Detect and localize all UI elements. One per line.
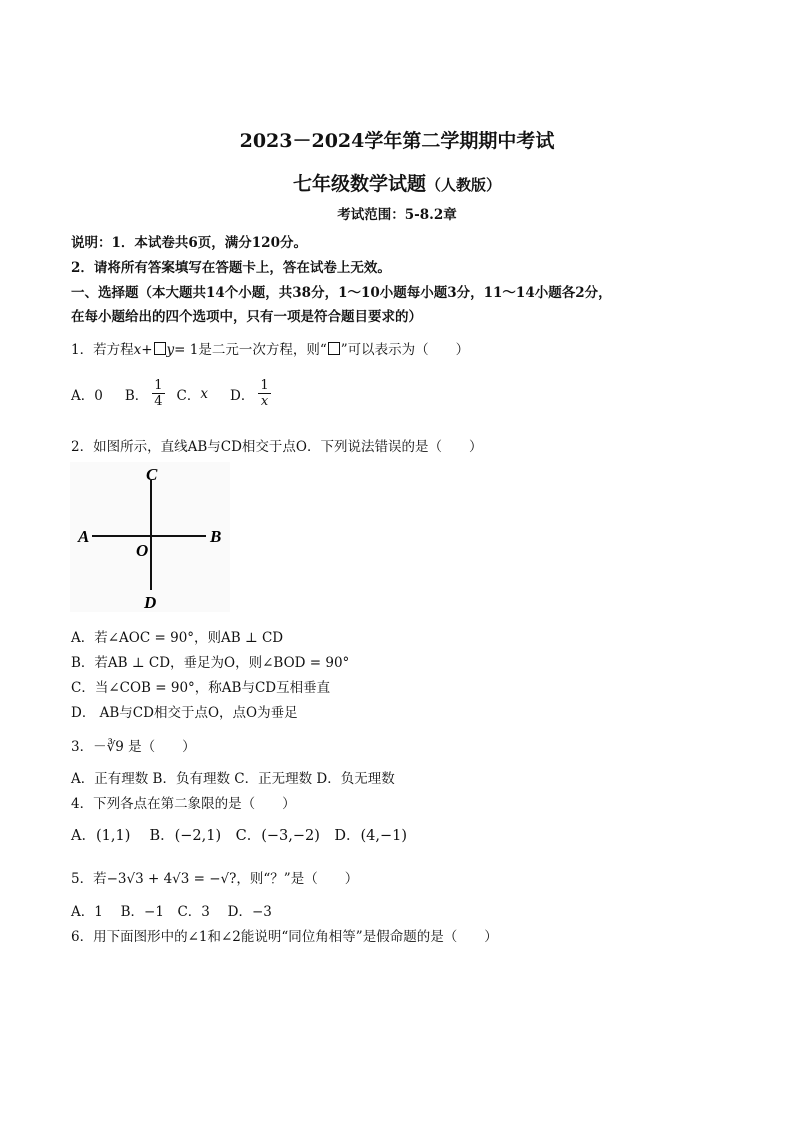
q1-option-d-label: D．: [230, 387, 255, 404]
note-2: 2．请将所有答案填写在答题卡上，答在试卷上无效。: [71, 260, 391, 276]
figure-svg: [70, 462, 230, 612]
exam-title: 2023－2024学年第二学期期中考试: [239, 130, 555, 152]
question-2-stem: 2．如图所示，直线AB与CD相交于点O．下列说法错误的是（ ）: [71, 439, 483, 455]
question-4-stem: 4．下列各点在第二象限的是（ ）: [71, 796, 296, 812]
label-o: O: [136, 541, 149, 560]
question-4-options: A．(1,1) B．(−2,1) C．(−3,−2) D．(4,−1): [71, 828, 408, 844]
blank-box-icon: [154, 342, 166, 355]
q1-option-c-var: x: [200, 385, 209, 402]
label-d: D: [144, 593, 157, 612]
question-1-stem: [71, 338, 469, 358]
q1-suffix2: ”可以表示为（ ）: [340, 342, 470, 358]
blank-box-icon: [328, 342, 340, 355]
q1-suffix: 是二元一次方程，则“: [198, 342, 327, 358]
subtitle-edition: （人教版）: [426, 176, 502, 194]
q1-d-denominator: x: [260, 394, 269, 409]
section-1-line2: 在每小题给出的四个选项中，只有一项是符合题目要求的）: [71, 309, 422, 325]
label-b: B: [210, 527, 222, 546]
q1-eq-right: = 1: [174, 342, 199, 358]
q2-option-d: D． AB与CD相交于点O，点O为垂足: [71, 705, 298, 721]
q1-b-numerator: 1: [154, 378, 163, 393]
intersecting-lines-figure: [70, 462, 230, 616]
question-5-stem: 5．若−3√3 + 4√3 = −√?，则“？”是（ ）: [71, 871, 359, 887]
question-6-stem: 6．用下面图形中的∠1和∠2能说明“同位角相等”是假命题的是（ ）: [71, 929, 498, 945]
q1-option-b-fraction: [152, 378, 164, 409]
q2-option-a: A．若∠AOC = 90°，则AB ⊥ CD: [71, 630, 284, 646]
q2-option-c: C．当∠COB = 90°，称AB与CD互相垂直: [71, 680, 331, 696]
exam-subtitle: [0, 169, 794, 196]
q1-var-y: y: [166, 342, 175, 358]
q1-plus: +: [141, 342, 153, 358]
q2-option-b: B．若AB ⊥ CD，垂足为O，则∠BOD = 90°: [71, 655, 350, 671]
q1-option-d-fraction: [258, 378, 270, 409]
exam-range: 考试范围：5-8.2章: [337, 207, 457, 223]
question-3-options: A．正有理数 B．负有理数 C．正无理数 D．负无理数: [71, 771, 395, 787]
q1-var-x: x: [133, 342, 142, 358]
subtitle-text: 七年级数学试题: [292, 173, 426, 195]
label-c: C: [146, 465, 158, 484]
q1-b-denominator: 4: [154, 394, 163, 409]
label-a: A: [78, 527, 90, 546]
q1-prefix: 1．若方程: [71, 342, 134, 358]
note-1: 说明：1．本试卷共6页，满分120分。: [71, 235, 307, 251]
q1-d-numerator: 1: [260, 378, 269, 393]
q1-option-b-label: B．: [124, 387, 149, 404]
section-1-line1: 一、选择题（本大题共14个小题，共38分，1～10小题每小题3分，11～14小题各2分，: [71, 285, 612, 301]
q1-option-a: A．0: [71, 387, 103, 404]
question-5-options: A．1 B．−1 C．3 D．−3: [71, 904, 272, 920]
question-1-options: [71, 378, 275, 409]
question-3-stem: 3．－∛9 是（ ）: [71, 739, 196, 755]
q1-option-c-label: C．: [176, 387, 201, 404]
